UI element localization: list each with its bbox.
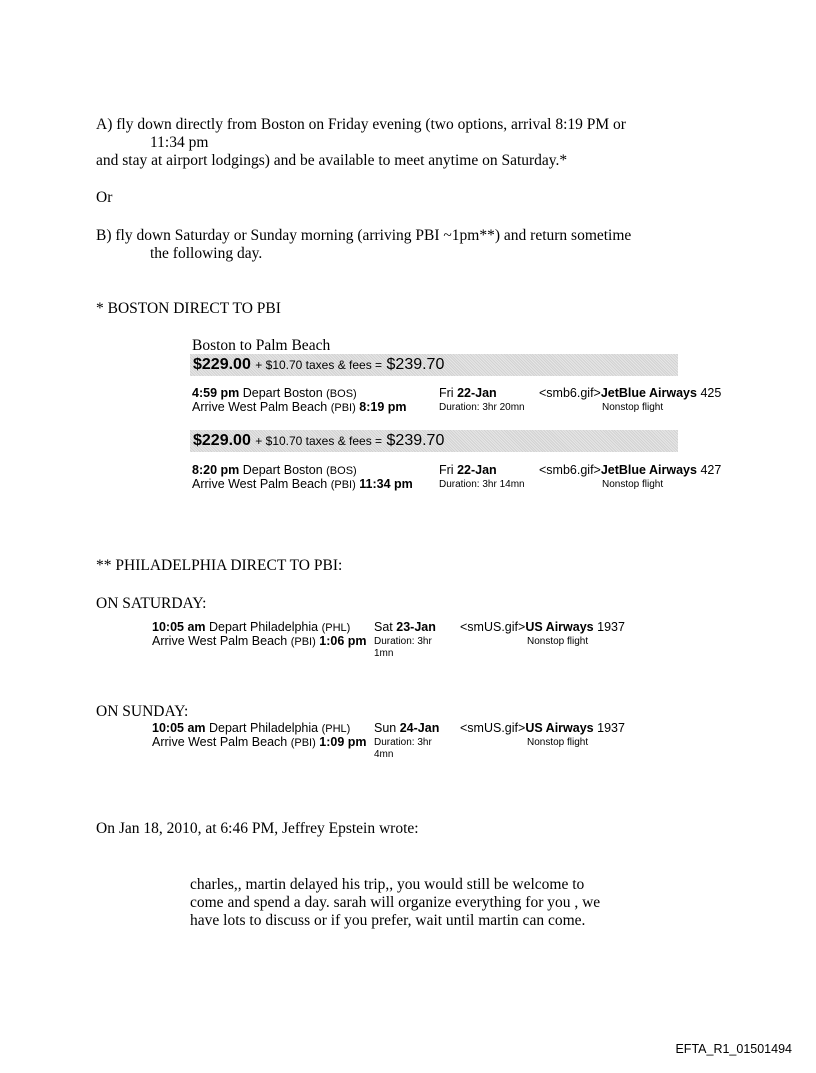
flight-duration: Duration: 3hr <box>374 737 432 748</box>
arrive-text: Arrive West Palm Beach <box>192 477 328 491</box>
arrive-line <box>192 400 407 416</box>
email-header: On Jan 18, 2010, at 6:46 PM, Jeffrey Epstein wrote: <box>96 820 419 837</box>
flight-day: Fri <box>439 386 454 400</box>
flight-date <box>439 463 497 478</box>
depart-text: Depart Boston <box>242 463 323 477</box>
arrive-time: 11:34 pm <box>359 477 413 491</box>
depart-text: Depart Philadelphia <box>209 721 319 735</box>
arrive-text: Arrive West Palm Beach <box>152 634 288 648</box>
depart-code: (PHL) <box>321 622 351 634</box>
airline-image-placeholder: <smb6.gif> <box>539 386 601 400</box>
option-b-line2: the following day. <box>150 245 263 262</box>
document-id: EFTA_R1_01501494 <box>675 1042 792 1056</box>
flight-date <box>439 386 497 401</box>
airline-line <box>460 620 625 635</box>
flight-number: 1937 <box>597 721 625 735</box>
depart-code: (BOS) <box>326 388 357 400</box>
arrive-text: Arrive West Palm Beach <box>192 400 328 414</box>
flight-date-value: 22-Jan <box>457 386 497 400</box>
saturday-label: ON SATURDAY: <box>96 595 207 612</box>
option-a-line2: 11:34 pm <box>150 134 209 151</box>
arrive-code: (PBI) <box>290 636 316 648</box>
arrive-code: (PBI) <box>330 402 356 414</box>
depart-time: 4:59 pm <box>192 386 240 400</box>
airline-line <box>539 386 721 401</box>
airline-line <box>460 721 625 736</box>
arrive-text: Arrive West Palm Beach <box>152 735 288 749</box>
arrive-code: (PBI) <box>290 737 316 749</box>
depart-code: (BOS) <box>326 465 357 477</box>
route-title: Boston to Palm Beach <box>192 337 331 354</box>
total-price: $239.70 <box>386 356 445 373</box>
stops-text: Nonstop flight <box>602 479 664 490</box>
flight-duration-cont: 1mn <box>374 648 394 659</box>
depart-time: 10:05 am <box>152 620 206 634</box>
airline-image-placeholder: <smb6.gif> <box>539 463 601 477</box>
email-line3: have lots to discuss or if you prefer, wait until martin can come. <box>190 912 586 929</box>
arrive-time: 8:19 pm <box>359 400 407 414</box>
flight-duration-cont: 4mn <box>374 749 394 760</box>
airline-line <box>539 463 721 478</box>
depart-time: 10:05 am <box>152 721 206 735</box>
arrive-code: (PBI) <box>330 479 356 491</box>
stops-text: Nonstop flight <box>527 636 589 647</box>
or-text: Or <box>96 189 113 206</box>
price-bar <box>190 354 678 376</box>
price-bar <box>190 430 678 452</box>
airline-name: JetBlue Airways <box>600 463 697 477</box>
flight-day: Sun <box>374 721 397 735</box>
arrive-time: 1:09 pm <box>319 735 367 749</box>
depart-time: 8:20 pm <box>192 463 240 477</box>
airline-name: JetBlue Airways <box>600 386 697 400</box>
email-line1: charles,, martin delayed his trip,, you would still be welcome to <box>190 876 585 893</box>
option-b-line1: B) fly down Saturday or Sunday morning (arriving PBI ~1pm**) and return sometime <box>96 227 632 244</box>
flight-duration: Duration: 3hr <box>374 636 432 647</box>
email-line2: come and spend a day. sarah will organize everything for you , we <box>190 894 601 911</box>
depart-code: (PHL) <box>321 723 351 735</box>
flight-date <box>374 721 439 736</box>
flight-number: 425 <box>700 386 722 400</box>
fare-price: $229.00 <box>193 432 251 449</box>
depart-text: Depart Philadelphia <box>209 620 319 634</box>
arrive-line <box>152 735 367 751</box>
stops-text: Nonstop flight <box>527 737 589 748</box>
flight-date-value: 22-Jan <box>457 463 497 477</box>
philadelphia-heading: ** PHILADELPHIA DIRECT TO PBI: <box>96 557 343 574</box>
taxes-fees: + $10.70 taxes & fees = <box>255 358 383 372</box>
flight-day: Fri <box>439 463 454 477</box>
flight-duration: Duration: 3hr 20mn <box>439 402 525 413</box>
airline-image-placeholder: <smUS.gif> <box>460 620 526 634</box>
depart-text: Depart Boston <box>242 386 323 400</box>
stops-text: Nonstop flight <box>602 402 664 413</box>
flight-date-value: 24-Jan <box>399 721 440 735</box>
flight-number: 427 <box>700 463 722 477</box>
boston-heading: * BOSTON DIRECT TO PBI <box>96 300 281 317</box>
total-price: $239.70 <box>386 432 445 449</box>
airline-image-placeholder: <smUS.gif> <box>460 721 526 735</box>
option-a-line3: and stay at airport lodgings) and be available to meet anytime on Saturday.* <box>96 152 568 169</box>
arrive-time: 1:06 pm <box>319 634 367 648</box>
flight-date <box>374 620 436 635</box>
fare-price: $229.00 <box>193 356 251 373</box>
flight-number: 1937 <box>597 620 625 634</box>
flight-date-value: 23-Jan <box>396 620 436 634</box>
airline-name: US Airways <box>525 721 594 735</box>
flight-day: Sat <box>374 620 393 634</box>
sunday-label: ON SUNDAY: <box>96 703 189 720</box>
arrive-line <box>192 477 413 493</box>
option-a-line1: A) fly down directly from Boston on Friday evening (two options, arrival 8:19 PM or <box>96 116 626 133</box>
airline-name: US Airways <box>525 620 594 634</box>
taxes-fees: + $10.70 taxes & fees = <box>255 434 383 448</box>
flight-duration: Duration: 3hr 14mn <box>439 479 525 490</box>
arrive-line <box>152 634 367 650</box>
